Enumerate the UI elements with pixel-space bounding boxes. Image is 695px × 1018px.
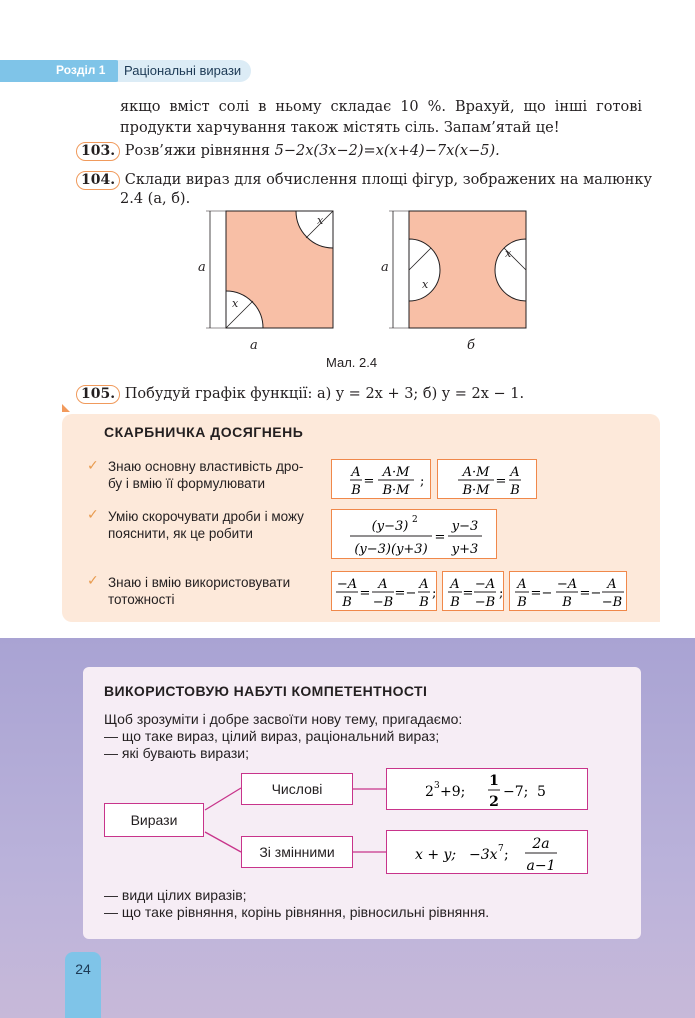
- example-text: 2: [489, 794, 499, 810]
- formula-text: B: [562, 595, 572, 610]
- formula-text: ;: [499, 586, 504, 601]
- task-text: Склади вираз для обчислення площі фігур, зображених на малюнку: [124, 172, 653, 188]
- formula-text: A: [378, 577, 388, 592]
- task-number: 103.: [76, 142, 120, 161]
- formula-text: A·M: [462, 465, 490, 480]
- formula-text: A: [510, 465, 520, 480]
- formula-text: B: [351, 483, 361, 498]
- radius-label: x: [505, 247, 512, 260]
- formula-text: A: [450, 577, 460, 592]
- figure-a: [206, 211, 333, 328]
- formula-text: −B: [601, 595, 623, 610]
- section-title: Раціональні вирази: [118, 60, 251, 82]
- task-text: Побудуй графік функції: а) y = 2x + 3; б) y = 2x − 1.: [124, 386, 525, 402]
- task-105: [76, 384, 524, 405]
- formula-text: A: [517, 577, 527, 592]
- formula-text: B: [342, 595, 352, 610]
- competence-title: ВИКОРИСТОВУЮ НАБУТІ КОМПЕТЕНТНОСТІ: [104, 683, 428, 699]
- achievement-line: пояснити, як це робити: [108, 526, 253, 541]
- formula-text: B·M: [382, 483, 410, 498]
- formula-text: −B: [474, 595, 496, 610]
- formula-text: ;: [420, 474, 425, 489]
- formula-text: B: [419, 595, 429, 610]
- achievement-3: [108, 574, 290, 608]
- achievement-line: Знаю і вмію використовувати: [108, 575, 291, 590]
- diagram-node-variables: Зі змінними: [241, 836, 353, 868]
- formula-text: =: [462, 586, 474, 601]
- formula-text: −A: [336, 577, 358, 592]
- formula-text: =: [495, 474, 507, 489]
- formula-text: A: [419, 577, 429, 592]
- formula-text: B: [510, 483, 520, 498]
- example-text: 5: [537, 784, 546, 800]
- formula-text: B: [517, 595, 527, 610]
- formula-text: =: [434, 530, 446, 545]
- formula-text: −: [541, 586, 553, 601]
- formula-text: =: [579, 586, 591, 601]
- check-icon: ✓: [87, 573, 99, 589]
- formula-text: A: [607, 577, 617, 592]
- example-text: 1: [489, 773, 499, 789]
- formula-box-identity-2: [442, 571, 504, 611]
- intro-line-1: якщо вміст солі в ньому складає 10 %. Врахуй, що інші готові: [120, 99, 642, 115]
- formula-text: −A: [474, 577, 496, 592]
- radius-label: x: [232, 297, 239, 310]
- achievement-1: [108, 458, 303, 492]
- radius-label: x: [422, 278, 429, 291]
- formula-text: =: [394, 586, 406, 601]
- formula-box-identity-1: [331, 571, 437, 611]
- achievement-line: Знаю основну властивість дро-: [108, 459, 304, 474]
- competence-line: — які бувають вирази;: [104, 745, 249, 761]
- example-variables: [386, 830, 588, 874]
- example-text: 2a: [532, 836, 550, 852]
- formula-box-reduce: [331, 509, 497, 559]
- example-text: +9;: [440, 784, 466, 800]
- check-icon: ✓: [87, 507, 99, 523]
- formula-text: ;: [432, 586, 437, 601]
- formula-text: −B: [372, 595, 394, 610]
- formula-text: B·M: [462, 483, 490, 498]
- formula-text: 2: [412, 515, 418, 525]
- example-text: 2: [425, 784, 434, 800]
- section-tab: [0, 60, 120, 82]
- example-numeric: [386, 768, 588, 810]
- formula-text: −: [405, 586, 417, 601]
- achievement-2: [108, 508, 304, 542]
- achievement-line: тотожності: [108, 592, 175, 607]
- formula-text: y+3: [451, 542, 479, 557]
- example-text: x + y;: [415, 847, 457, 863]
- formula-text: B: [450, 595, 460, 610]
- formula-box-fraction-property-2: [437, 459, 537, 499]
- example-text: a−1: [526, 858, 556, 874]
- formula-box-fraction-property-1: [331, 459, 431, 499]
- achievement-line: бу і вмію її формулювати: [108, 476, 266, 491]
- intro-line-2: продукти харчування також містять сіль. Запам’ятай це!: [120, 120, 560, 136]
- section-label: Розділ 1: [56, 63, 106, 77]
- formula-text: y−3: [451, 519, 479, 534]
- diagram-node-numeric: Числові: [241, 773, 353, 805]
- example-text: ;: [504, 847, 509, 863]
- task-103: [76, 141, 500, 162]
- diagram-node-expressions: Вирази: [104, 803, 204, 837]
- example-text: −3x: [469, 847, 498, 863]
- formula-text: A: [351, 465, 361, 480]
- figure-2-4: [190, 205, 540, 355]
- task-number: 105.: [76, 385, 120, 404]
- figure-b-label: б: [467, 338, 475, 353]
- formula-text: −: [590, 586, 602, 601]
- task-number: 104.: [76, 171, 120, 190]
- competence-line: — що таке вираз, цілий вираз, раціональний вираз;: [104, 728, 440, 744]
- task-text: Розв’яжи рівняння: [124, 143, 271, 159]
- example-text: 7: [498, 844, 504, 854]
- formula-text: (y−3): [371, 519, 409, 534]
- achievements-title: СКАРБНИЧКА ДОСЯГНЕНЬ: [104, 424, 304, 440]
- task-104: [76, 170, 652, 191]
- formula-text: =: [363, 474, 375, 489]
- competence-footer-line: — види цілих виразів;: [104, 887, 247, 903]
- competence-line: Щоб зрозуміти і добре засвоїти нову тему, пригадаємо:: [104, 711, 463, 727]
- radius-label: x: [317, 214, 324, 227]
- formula-text: =: [530, 586, 542, 601]
- check-icon: ✓: [87, 458, 99, 474]
- corner-marker: [62, 404, 70, 412]
- page-number: 24: [75, 961, 91, 977]
- example-text: 3: [434, 781, 440, 791]
- formula-text: =: [359, 586, 371, 601]
- side-label-b: a: [381, 260, 389, 275]
- example-text: −7;: [503, 784, 529, 800]
- page-number-tab: [65, 952, 101, 1018]
- formula-text: (y−3)(y+3): [354, 542, 428, 557]
- side-label-a: a: [198, 260, 206, 275]
- formula-text: A·M: [382, 465, 410, 480]
- figure-b: [389, 211, 526, 328]
- task-104-line-2: 2.4 (a, б).: [120, 191, 191, 207]
- competence-footer-line: — що таке рівняння, корінь рівняння, рівносильні рівняння.: [104, 904, 490, 920]
- formula-box-identity-3: [509, 571, 627, 611]
- achievement-line: Умію скорочувати дроби і можу: [108, 509, 304, 524]
- formula-text: −A: [556, 577, 578, 592]
- task-formula: 5−2x(3x−2)=x(x+4)−7x(x−5).: [274, 143, 500, 159]
- figure-a-label: a: [250, 338, 258, 353]
- figure-caption: Мал. 2.4: [326, 355, 378, 370]
